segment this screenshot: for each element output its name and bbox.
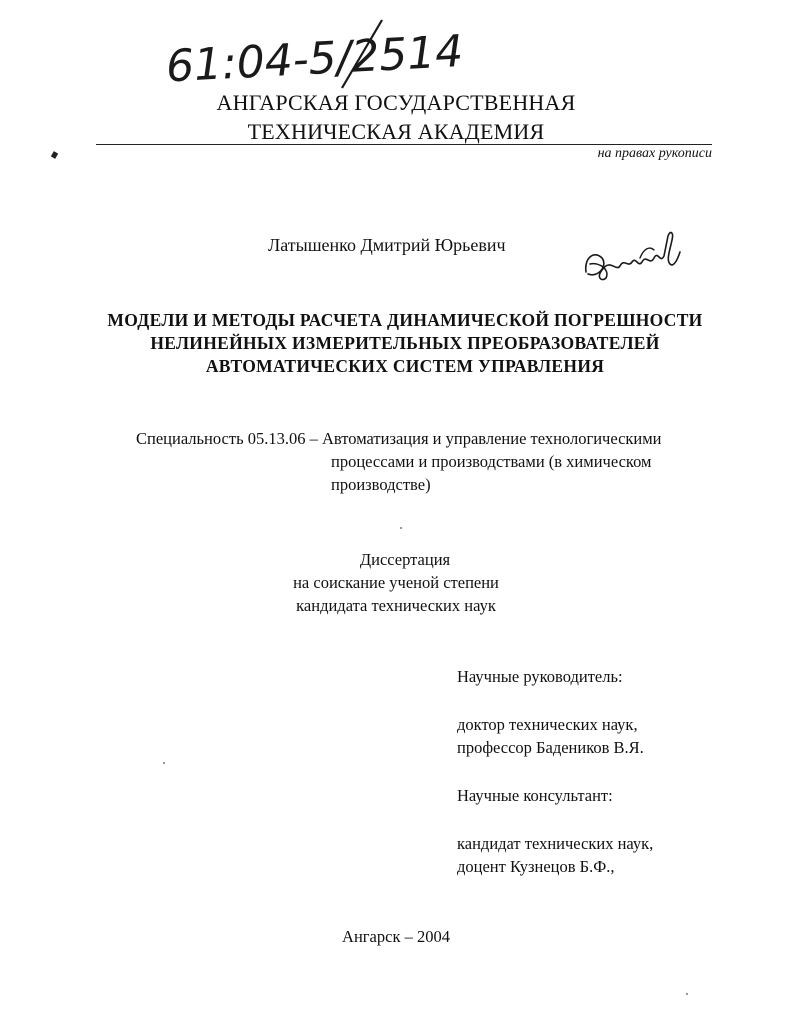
supervisor-label-block <box>457 665 653 688</box>
dissertation-title <box>60 309 750 378</box>
specialty-continuation <box>331 450 721 496</box>
handwritten-archive-code <box>160 22 465 93</box>
scan-speck <box>163 762 165 764</box>
academy-name <box>0 88 792 146</box>
degree-statement <box>0 548 792 617</box>
header-divider <box>96 144 712 145</box>
specialty-line-2: процессами и производствами (в химическом <box>331 452 652 471</box>
supervisor-label: Научные руководитель: <box>457 667 623 686</box>
specialty-line-1: Специальность 05.13.06 – Автоматизация и управление технологическими <box>136 429 662 448</box>
academy-line-1: АНГАРСКАЯ ГОСУДАРСТВЕННАЯ <box>216 90 576 115</box>
city-year: Ангарск – 2004 <box>342 927 450 946</box>
consultant-name: доцент Кузнецов Б.Ф., <box>457 857 615 876</box>
degree-line-3: кандидата технических наук <box>296 596 496 615</box>
supervisor-degree: доктор технических наук, <box>457 715 638 734</box>
degree-line-1: Диссертация <box>359 550 451 569</box>
academy-line-2: ТЕХНИЧЕСКАЯ АКАДЕМИЯ <box>247 119 545 144</box>
consultant-block <box>457 832 653 878</box>
supervisor-name: профессор Бадеников В.Я. <box>457 738 644 757</box>
consultant-degree: кандидат технических наук, <box>457 834 654 853</box>
signature-drawing <box>580 228 690 288</box>
title-line-2: НЕЛИНЕЙНЫХ ИЗМЕРИТЕЛЬНЫХ ПРЕОБРАЗОВАТЕЛЕЙ <box>150 333 660 353</box>
scan-mark <box>51 151 58 159</box>
consultant-label: Научные консультант: <box>457 786 613 805</box>
author-name: Латышенко Дмитрий Юрьевич <box>268 235 506 255</box>
specialty-line-3: производстве) <box>331 475 431 494</box>
supervisor-block <box>457 713 653 759</box>
title-line-3: АВТОМАТИЧЕСКИХ СИСТЕМ УПРАВЛЕНИЯ <box>205 356 605 376</box>
advisors-block <box>457 665 653 903</box>
scan-speck <box>686 993 688 995</box>
degree-line-2: на соискание ученой степени <box>293 573 499 592</box>
author-signature <box>580 228 690 288</box>
rights-note: на правах рукописи <box>597 146 712 161</box>
consultant-label-block <box>457 784 653 807</box>
scan-speck <box>400 527 402 529</box>
archive-code-text: 61:04-5/2514 <box>164 26 465 93</box>
title-line-1: МОДЕЛИ И МЕТОДЫ РАСЧЕТА ДИНАМИЧЕСКОЙ ПОГРЕШНОСТИ <box>107 310 703 330</box>
